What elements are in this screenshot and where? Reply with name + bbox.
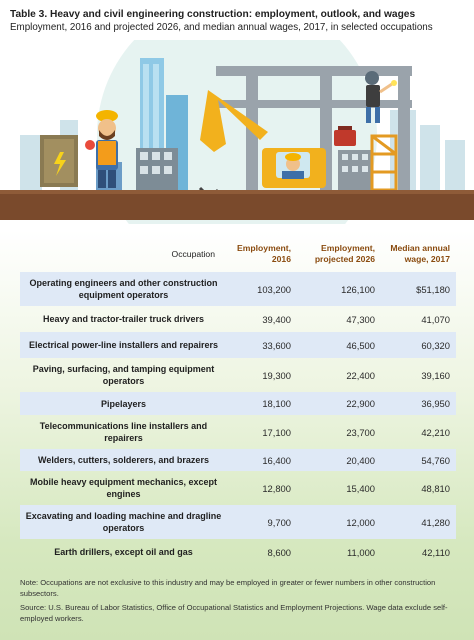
employment-2026-cell: 126,100	[341, 283, 375, 295]
employment-2026-cell: 22,400	[346, 369, 375, 381]
power-transformer	[40, 135, 78, 187]
table-row	[20, 449, 456, 471]
occupation-cell: Pipelayers	[100, 398, 147, 409]
table-row	[20, 415, 456, 449]
employment-2016-cell: 33,600	[262, 339, 291, 351]
employment-2026-cell: 23,700	[346, 426, 375, 438]
table-row	[20, 358, 456, 392]
construction-illustration	[0, 40, 474, 224]
wage-cell: 41,070	[421, 313, 450, 325]
table-row	[20, 272, 456, 306]
employment-2026-cell: 47,300	[346, 313, 375, 325]
note-text: Note: Occupations are not exclusive to this industry and may be employed in greater or fewer numbers in other construction subsectors.	[20, 578, 436, 598]
table-notes	[20, 577, 460, 627]
employment-2026-cell: 12,000	[346, 516, 375, 528]
table-subtitle: Employment, 2016 and projected 2026, and median annual wages, 2017, in selected occupations	[10, 22, 433, 33]
frame-building	[338, 150, 372, 190]
employment-2026-cell: 20,400	[346, 454, 375, 466]
occupation-cell: Excavating and loading machine and dragline operators	[25, 511, 222, 533]
employment-2026-cell: 22,900	[346, 398, 375, 409]
employment-2016-cell: 9,700	[267, 516, 291, 528]
page-header	[10, 8, 466, 35]
col-header-occupation: Occupation	[171, 249, 215, 259]
col-header-median-wage: Median annual wage, 2017	[390, 243, 450, 264]
occupation-cell: Welders, cutters, solderers, and brazers	[38, 455, 209, 465]
gray-building	[136, 148, 178, 190]
table-header-row	[20, 236, 456, 272]
employment-2026-cell: 15,400	[346, 482, 375, 494]
wage-cell: 48,810	[421, 482, 450, 494]
wage-cell: 42,110	[422, 546, 450, 558]
occupation-cell: Electrical power-line installers and repairers	[28, 340, 219, 350]
employment-2016-cell: 16,400	[262, 454, 291, 466]
employment-2016-cell: 8,600	[267, 546, 291, 558]
wage-cell: 41,280	[421, 516, 450, 528]
table-row	[20, 505, 456, 539]
source-text: Source: U.S. Bureau of Labor Statistics, Office of Occupational Statistics and Employment Projections. Wage data exclude self-employed workers.	[20, 603, 448, 623]
ground-edge	[0, 190, 474, 194]
wage-cell: 54,760	[421, 454, 450, 466]
occupation-cell: Earth drillers, except oil and gas	[54, 547, 193, 557]
wage-cell: 36,950	[421, 398, 450, 409]
table-row	[20, 332, 456, 358]
ground	[0, 190, 474, 220]
employment-2016-cell: 12,800	[262, 482, 291, 494]
wage-cell: 39,160	[421, 369, 450, 381]
col-header-employment-2016: Employment, 2016	[237, 243, 291, 264]
employment-2016-cell: 19,300	[262, 369, 291, 381]
table-row	[20, 306, 456, 332]
table-row	[20, 539, 456, 565]
employment-2016-cell: 17,100	[262, 426, 291, 438]
employment-2016-cell: 39,400	[262, 313, 291, 325]
occupation-cell: Telecommunications line installers and repairers	[39, 421, 208, 443]
wage-cell: 42,210	[421, 426, 450, 438]
wage-cell: $51,180	[416, 283, 450, 295]
employment-2016-cell: 18,100	[262, 398, 291, 409]
table-title: Table 3. Heavy and civil engineering construction: employment, outlook, and wages	[10, 9, 416, 20]
table-row	[20, 392, 456, 415]
occupation-cell: Operating engineers and other construction equipment operators	[29, 278, 218, 300]
employment-2026-cell: 11,000	[347, 546, 375, 558]
employment-2026-cell: 46,500	[346, 339, 375, 351]
occupation-cell: Heavy and tractor-trailer truck drivers	[42, 314, 205, 324]
employment-table	[20, 236, 456, 565]
wage-cell: 60,320	[421, 339, 450, 351]
employment-2016-cell: 103,200	[257, 283, 291, 295]
table-row	[20, 471, 456, 505]
occupation-cell: Paving, surfacing, and tamping equipment operators	[32, 364, 215, 386]
col-header-employment-2026: Employment, projected 2026	[314, 243, 375, 264]
occupation-cell: Mobile heavy equipment mechanics, except engines	[29, 477, 218, 499]
